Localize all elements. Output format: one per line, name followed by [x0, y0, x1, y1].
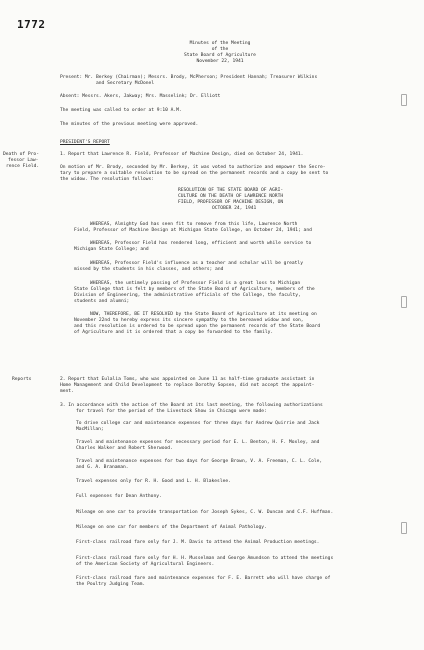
resolution-title-3: FIELD, PROFESSOR OF MACHINE DESIGN, ON [178, 200, 284, 205]
section-title: PRESIDENT'S REPORT [60, 140, 110, 145]
travel-line: Charles Walker and Robert Sherwood. [76, 446, 173, 451]
item-2-line-3: ment. [60, 389, 74, 394]
absent-line: Absent: Messrs. Akers, Jakway; Mrs. Masselink; Dr. Elliott [60, 94, 221, 99]
travel-line: Travel expenses only for R. H. Good and L. H. Blakeslee. [76, 479, 231, 484]
whereas-1-line-2: Field, Professor of Machine Design at Michigan State College, on October 24, 1941; and [74, 228, 312, 233]
binder-clip-mark [401, 522, 407, 534]
travel-line: First-class railroad fare only for J. M. Davis to attend the Animal Production meetings. [76, 540, 320, 545]
travel-line: of the American Society of Agricultural Engineers. [76, 562, 215, 567]
whereas-3-line-2: missed by the students in his classes, and others; and [74, 267, 224, 272]
margin-note-death-2: fessor Law- [8, 158, 39, 163]
heading-line-2: of the [211, 47, 229, 52]
whereas-3-line-1: WHEREAS, Professor Field's influence as a teacher and scholar will be greatly [90, 261, 303, 266]
travel-line: Travel and maintenance expenses for two days for George Brown, V. A. Freeman, C. L. Cole, [76, 459, 323, 464]
travel-line: Travel and maintenance expenses for necessary period for E. L. Benton, H. F. Moxley, and [76, 440, 320, 445]
whereas-2-line-2: Michigan State College; and [74, 247, 149, 252]
resolved-line-1: NOW, THEREFORE, BE IT RESOLVED by the State Board of Agriculture at its meeting on [90, 312, 317, 317]
travel-line: the Poultry Judging Team. [76, 582, 146, 587]
resolution-title-4: OCTOBER 24, 1941 [212, 206, 257, 211]
resolved-line-3: and this resolution is ordered to be spread upon the permanent records of the State Board [74, 324, 321, 329]
item-3-line-2: for travel for the period of the Livestock Show in Chicago were made: [76, 409, 267, 414]
whereas-4-line-4: students and alumni; [74, 299, 130, 304]
travel-line: MacMillan; [76, 427, 104, 432]
travel-line: First-class railroad fare and maintenance expenses for F. E. Barrett who will have charge of [76, 576, 331, 581]
binder-clip-mark [401, 94, 407, 106]
whereas-2-line-1: WHEREAS, Professor Field has rendered long, efficient and worth while service to [90, 241, 312, 246]
travel-line: To drive college car and maintenance expenses for three days for Andrew Quirrie and Jack [76, 421, 320, 426]
present-line-1: Present: Mr. Berkey (Chairman); Messrs. Brody, McPherson; President Hannah; Treasurer Wilkins [60, 75, 318, 80]
page-number: 1772 [17, 18, 46, 31]
travel-line: First-class railroad fare only for H. H. Musselman and George Amundson to attend the meetings [76, 556, 334, 561]
resolved-line-2: November 22nd to hereby express its sincere sympathy to the bereaved widow and son, [74, 318, 304, 323]
resolution-title-1: RESOLUTION OF THE STATE BOARD OF AGRI- [178, 188, 284, 193]
whereas-4-line-3: Division of Engineering, the administrative officials of the College, the faculty, [74, 293, 301, 298]
heading-line-1: Minutes of the Meeting [189, 41, 251, 46]
margin-note-death-3: rence Field. [6, 164, 40, 169]
item-2-line-1: 2. Report that Eulalia Toms, who was appointed on June 11 as half-time graduate assistant in [60, 377, 315, 382]
item-1-line-4: the widow. The resolution follows: [60, 177, 155, 182]
travel-line: Mileage on one car for members of the Department of Animal Pathology. [76, 525, 267, 530]
heading-date: November 22, 1941 [196, 59, 244, 64]
whereas-4-line-1: WHEREAS, the untimely passing of Professor Field is a great loss to Michigan [90, 281, 301, 286]
whereas-1-line-1: WHEREAS, Almighty God has seen fit to remove from this life, Lawrence North [90, 222, 298, 227]
travel-line: Mileage on one car to provide transportation for Joseph Sykes, C. W. Duncan and C.F. Huffman. [76, 510, 334, 515]
binder-clip-mark [401, 296, 407, 308]
travel-line: and G. A. Branaman. [76, 465, 129, 470]
resolved-line-4: of Agriculture and it is ordered that a copy be forwarded to the family. [74, 330, 274, 335]
minutes-approved: The minutes of the previous meeting were approved. [60, 122, 199, 127]
item-3-line-1: 3. In accordance with the action of the Board at its last meeting, the following authorizations [60, 403, 323, 408]
item-1-line-1: 1. Report that Lawrence R. Field, Professor of Machine Design, died on October 24, 1941. [60, 152, 304, 157]
present-line-2: and Secretary McDonel [96, 81, 155, 86]
heading-line-3: State Board of Agriculture [184, 53, 256, 58]
whereas-4-line-2: State College that is felt by members of the State Board of Agriculture, members of the [74, 287, 315, 292]
called-to-order: The meeting was called to order at 9:10 A.M. [60, 108, 182, 113]
item-1-line-3: tary to prepare a suitable resolution to be spread on the permanent records and a copy be sent to [60, 171, 329, 176]
travel-line: Full expenses for Dean Anthony. [76, 494, 162, 499]
item-1-line-2: On motion of Mr. Brody, seconded by Mr. Berkey, it was voted to authorize and empower the Secre- [60, 165, 326, 170]
resolution-title-2: CULTURE ON THE DEATH OF LAWRENCE NORTH [178, 194, 284, 199]
margin-note-reports: Reports [12, 377, 32, 382]
margin-note-death-1: Death of Pro- [3, 152, 39, 157]
item-2-line-2: Home Management and Child Development to replace Dorothy Sopsen, did not accept the appoint- [60, 383, 315, 388]
